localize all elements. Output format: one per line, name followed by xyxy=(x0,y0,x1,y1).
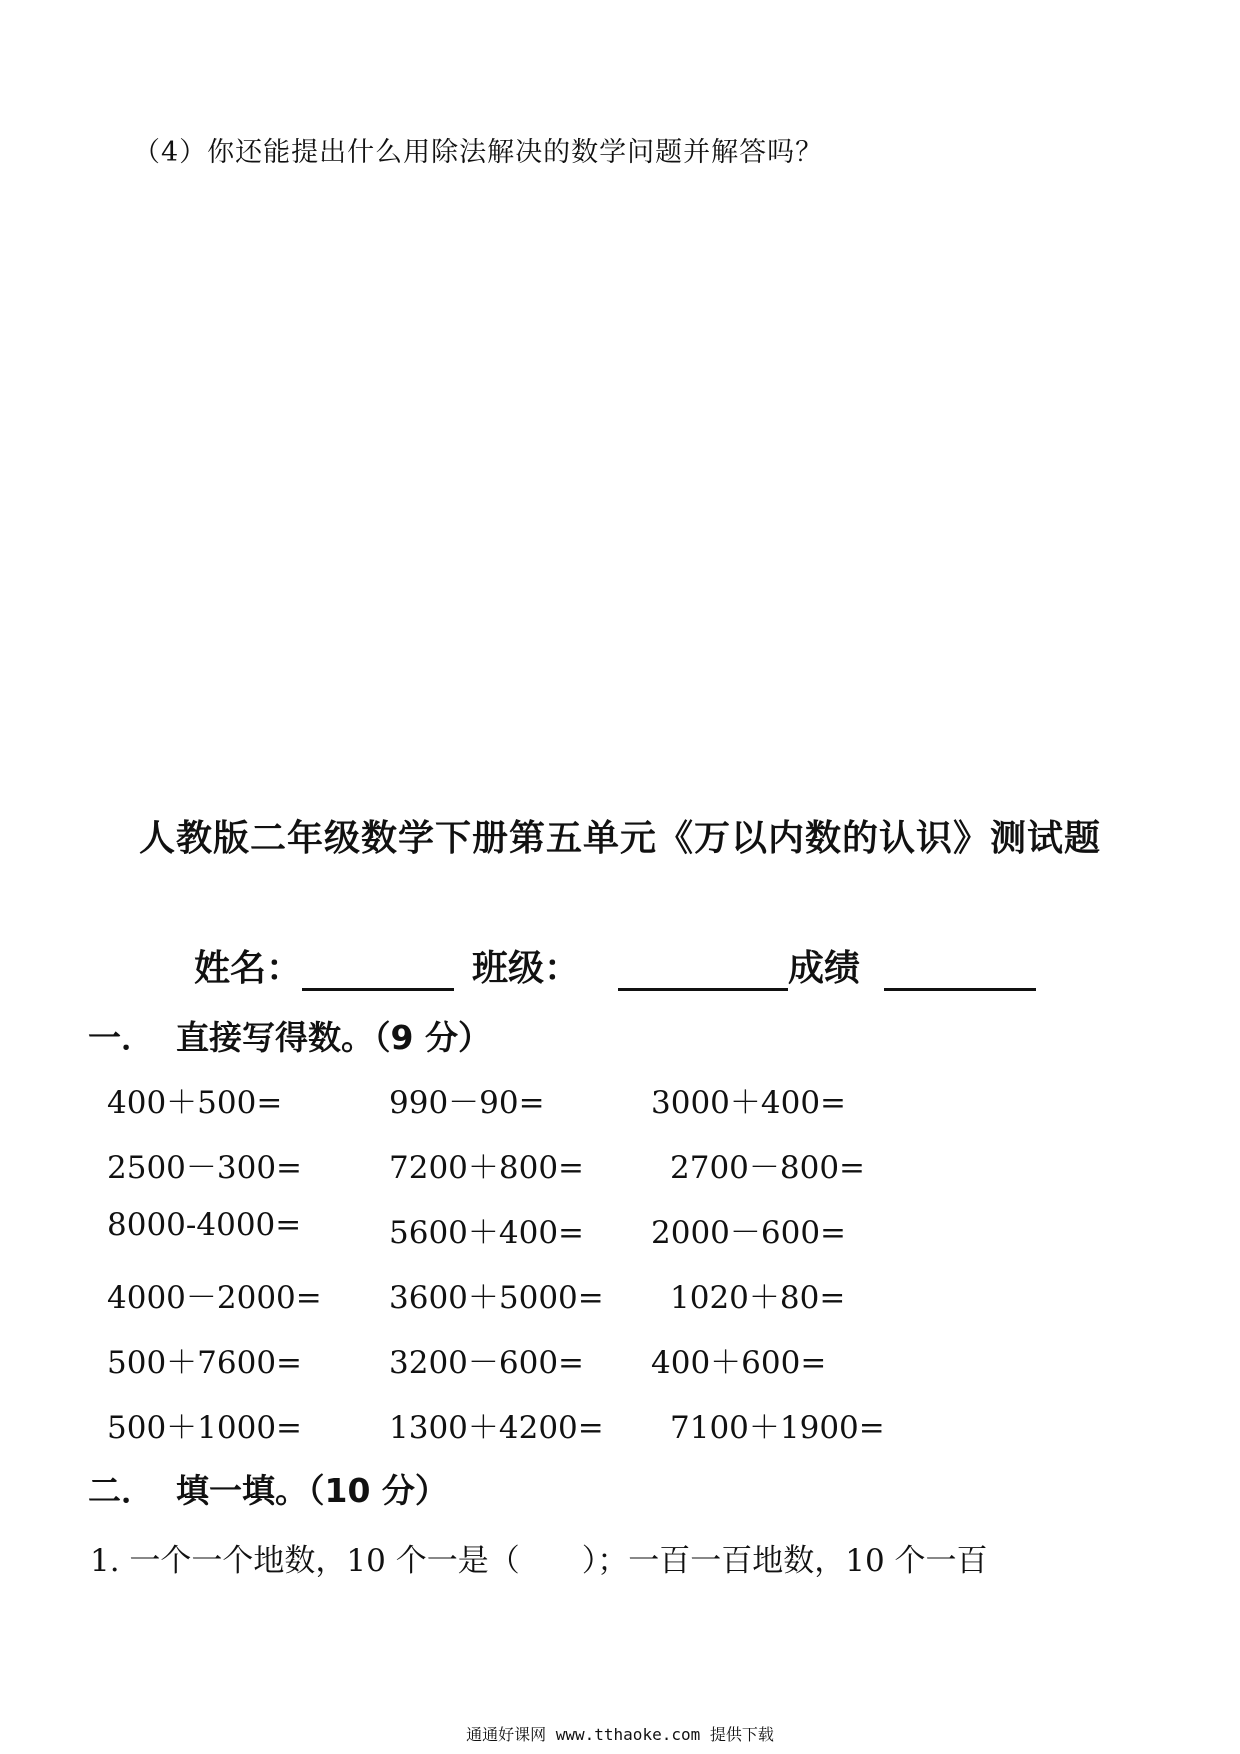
calc-item: 500＋7600= xyxy=(107,1345,303,1381)
calc-item: 2700－800= xyxy=(670,1150,866,1186)
calc-item: 8000-4000= xyxy=(107,1207,302,1243)
calc-item: 2500－300= xyxy=(107,1150,303,1186)
calc-item: 500＋1000= xyxy=(107,1410,303,1446)
test-title: 人教版二年级数学下册第五单元《万以内数的认识》测试题 xyxy=(138,818,1101,859)
calc-item: 3000＋400= xyxy=(651,1085,847,1121)
score-blank[interactable] xyxy=(884,952,1036,991)
section-2-heading xyxy=(88,1465,448,1512)
question-4: （4）你还能提出什么用除法解决的数学问题并解答吗？ xyxy=(133,137,824,168)
fill-question-1: 1. 一个一个地数，10 个一是（ ）；一百一百地数，10 个一百 xyxy=(90,1543,988,1579)
calc-item: 7200＋800= xyxy=(389,1150,585,1186)
calc-item: 2000－600= xyxy=(651,1215,847,1251)
calc-item: 400＋500= xyxy=(107,1085,283,1121)
section-2-title: 填一填。（10 分） xyxy=(176,1471,448,1510)
name-blank[interactable] xyxy=(302,952,454,991)
class-blank[interactable] xyxy=(618,952,788,991)
calc-item: 5600＋400= xyxy=(389,1215,585,1251)
section-1-heading xyxy=(88,1012,491,1059)
score-label: 成绩 xyxy=(788,948,861,989)
section-1-title: 直接写得数。（9 分） xyxy=(176,1018,491,1057)
calc-item: 1020＋80= xyxy=(670,1280,846,1316)
calc-item: 1300＋4200= xyxy=(389,1410,604,1446)
name-label: 姓名： xyxy=(194,948,303,989)
student-info-row xyxy=(194,940,1036,991)
calc-item: 4000－2000= xyxy=(107,1280,322,1316)
calc-item: 400＋600= xyxy=(651,1345,827,1381)
calc-item: 3200－600= xyxy=(389,1345,585,1381)
section-2-number: 二． xyxy=(88,1471,154,1510)
class-label: 班级： xyxy=(472,948,581,989)
calc-item: 3600＋5000= xyxy=(389,1280,604,1316)
calc-item: 990－90= xyxy=(389,1085,545,1121)
calc-item: 7100＋1900= xyxy=(670,1410,885,1446)
section-1-number: 一． xyxy=(88,1018,154,1057)
footer-watermark: 通通好课网 www.tthaoke.com 提供下载 xyxy=(466,1725,774,1744)
